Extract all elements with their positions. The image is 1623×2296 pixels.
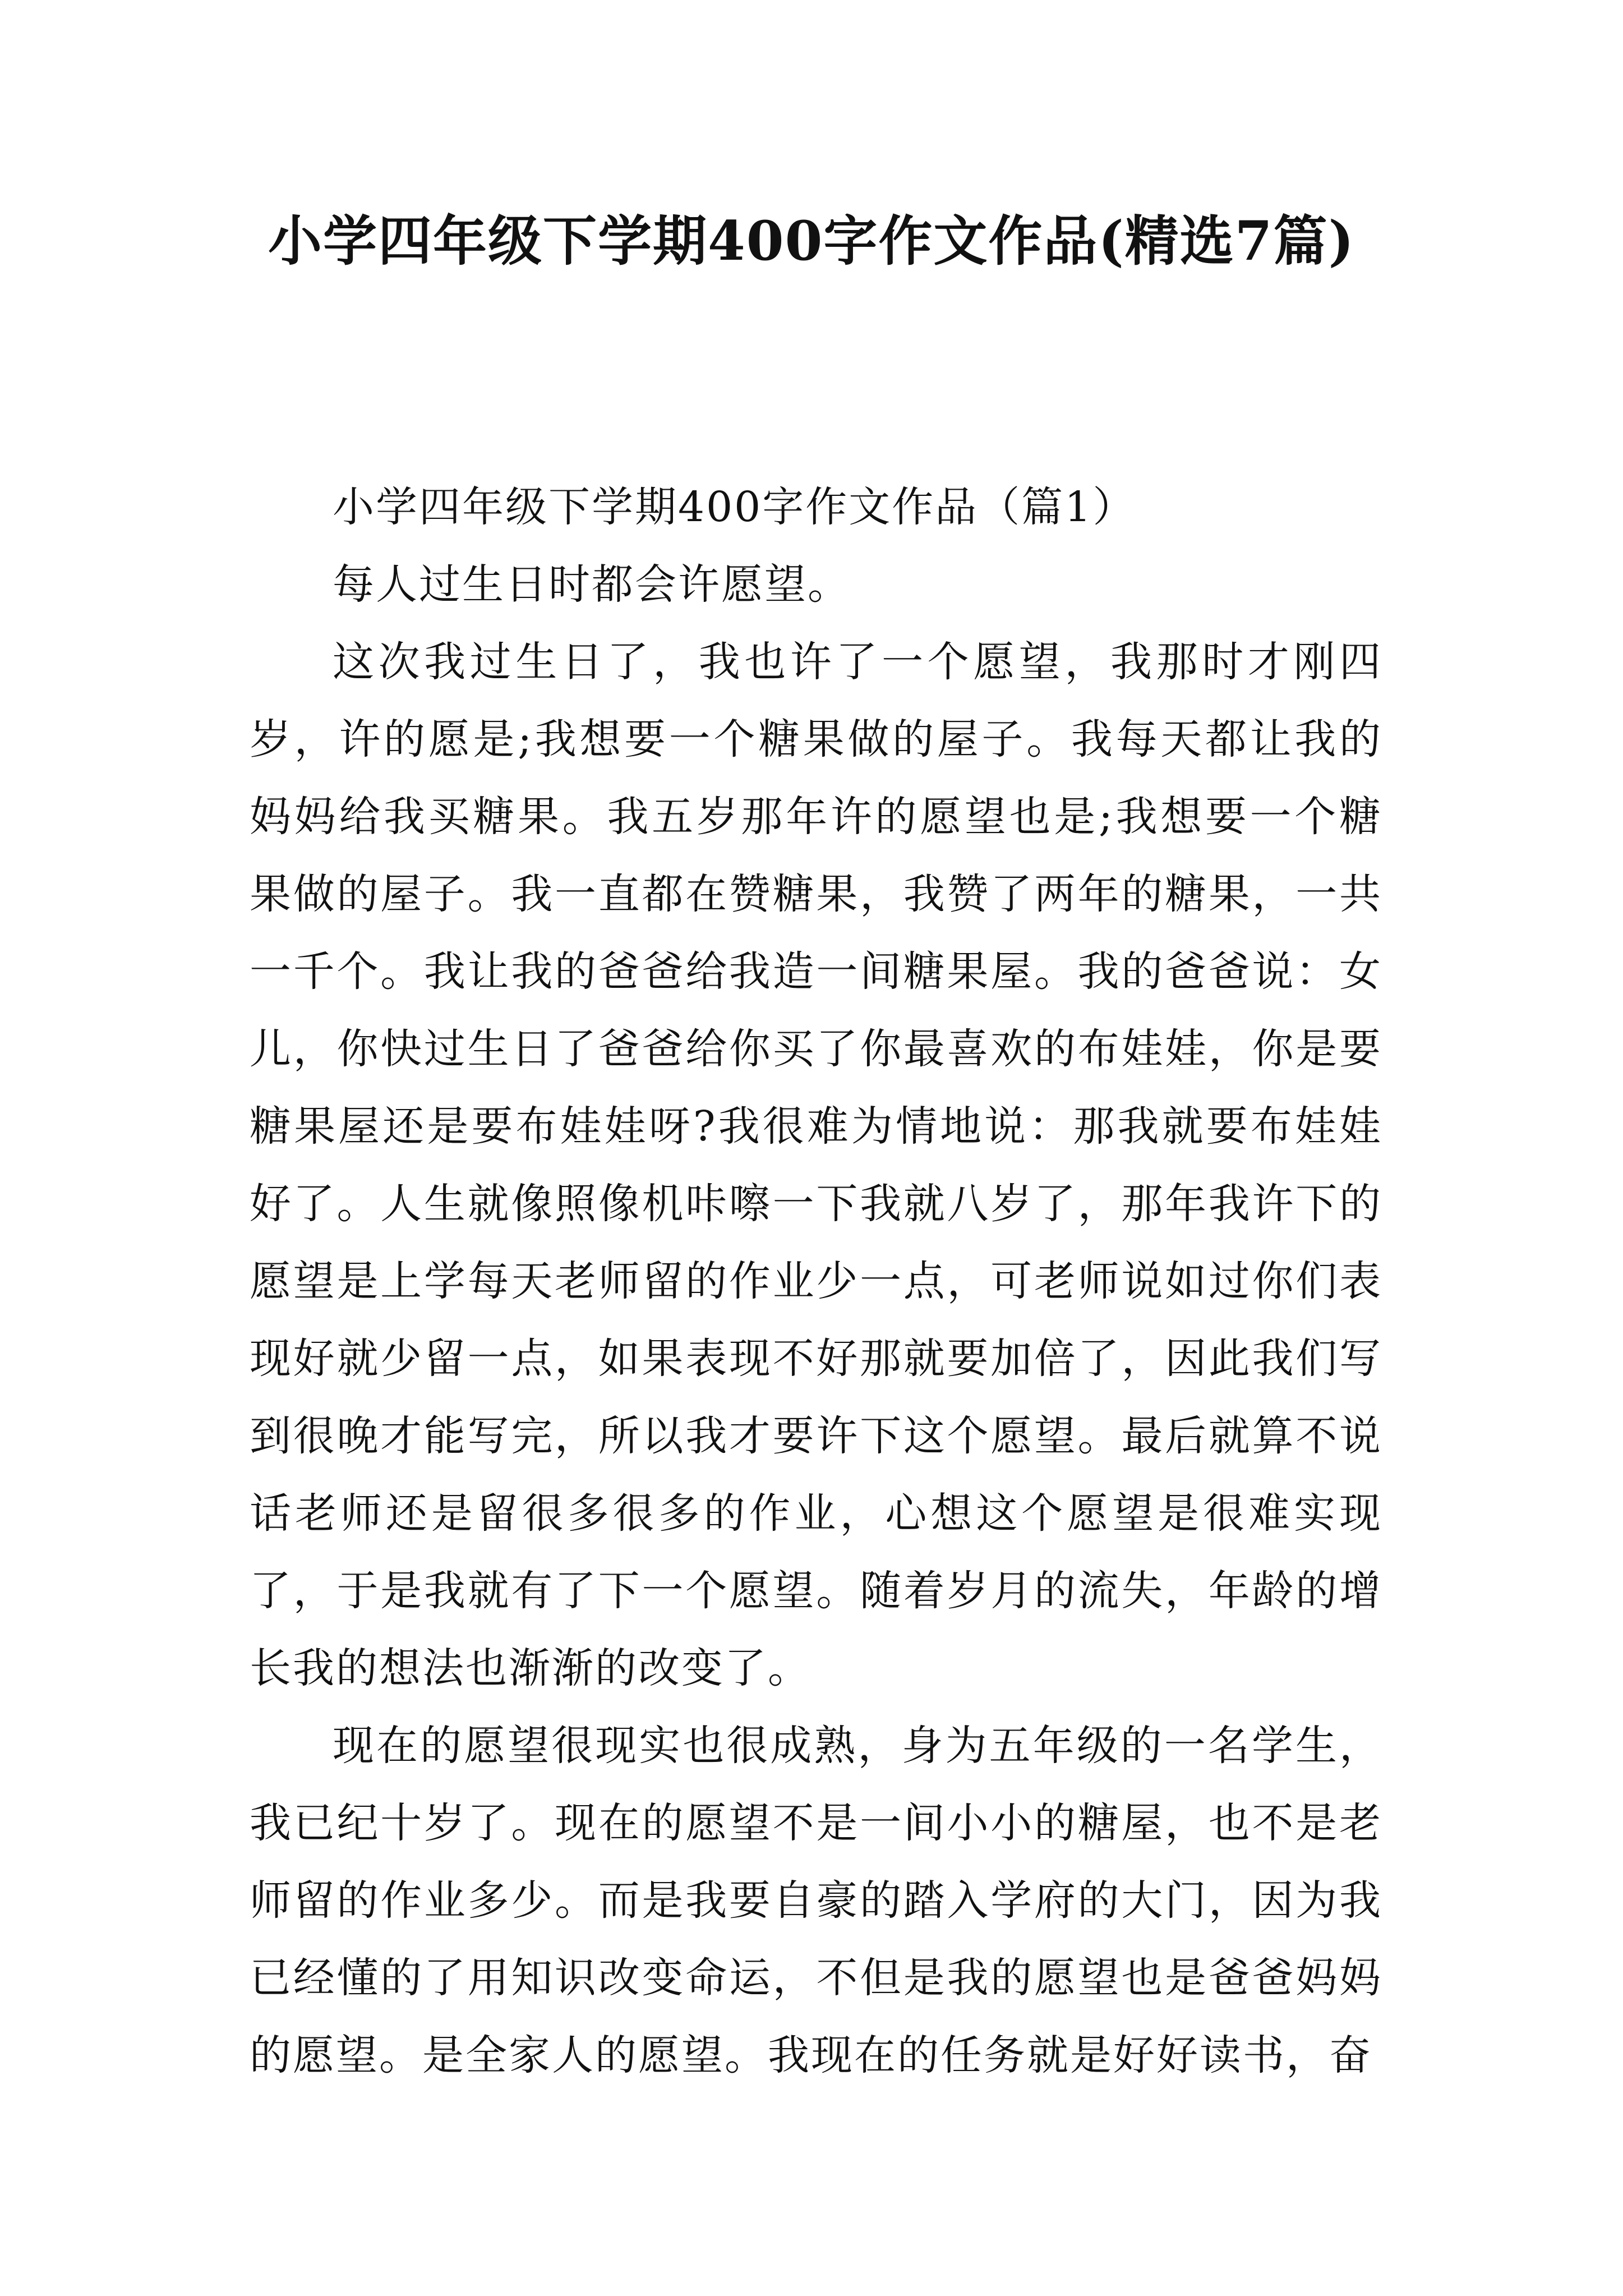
paragraph: 现在的愿望很现实也很成熟，身为五年级的一名学生，我已纪十岁了。现在的愿望不是一间小小的糖屋，也不是老师留的作业多少。而是我要自豪的踏入学府的大门，因为我已经懂的了用知识改变命运，不但是我的愿望也是爸爸妈妈的愿望。是全家人的愿望。我现在的任务就是好好读书，奋: [250, 1722, 1382, 2079]
document-body: [250, 468, 1382, 2094]
document-title: 小学四年级下学期400字作文作品(精选7篇): [268, 209, 1355, 273]
paragraph: 每人过生日时都会许愿望。: [333, 560, 851, 609]
section-heading: 小学四年级下学期400字作文作品（篇1）: [333, 483, 1136, 531]
paragraph: 这次我过生日了，我也许了一个愿望，我那时才刚四岁，许的愿是;我想要一个糖果做的屋子。我每天都让我的妈妈给我买糖果。我五岁那年许的愿望也是;我想要一个糖果做的屋子。我一直都在赞糖果，我赞了两年的糖果，一共一千个。我让我的爸爸给我造一间糖果屋。我的爸爸说：女儿，你快过生日了爸爸给你买了你最喜欢的布娃娃，你是要糖果屋还是要布娃娃呀?我很难为情地说：那我就要布娃娃好了。人生就像照像机咔嚓一下我就八岁了，那年我许下的愿望是上学每天老师留的作业少一点，可老师说如过你们表现好就少留一点，如果表现不好那就要加倍了，因此我们写到很晚才能写完，所以我才要许下这个愿望。最后就算不说话老师还是留很多很多的作业，心想这个愿望是很难实现了，于是我就有了下一个愿望。随着岁月的流失，年龄的增长我的想法也渐渐的改变了。: [250, 638, 1382, 1692]
